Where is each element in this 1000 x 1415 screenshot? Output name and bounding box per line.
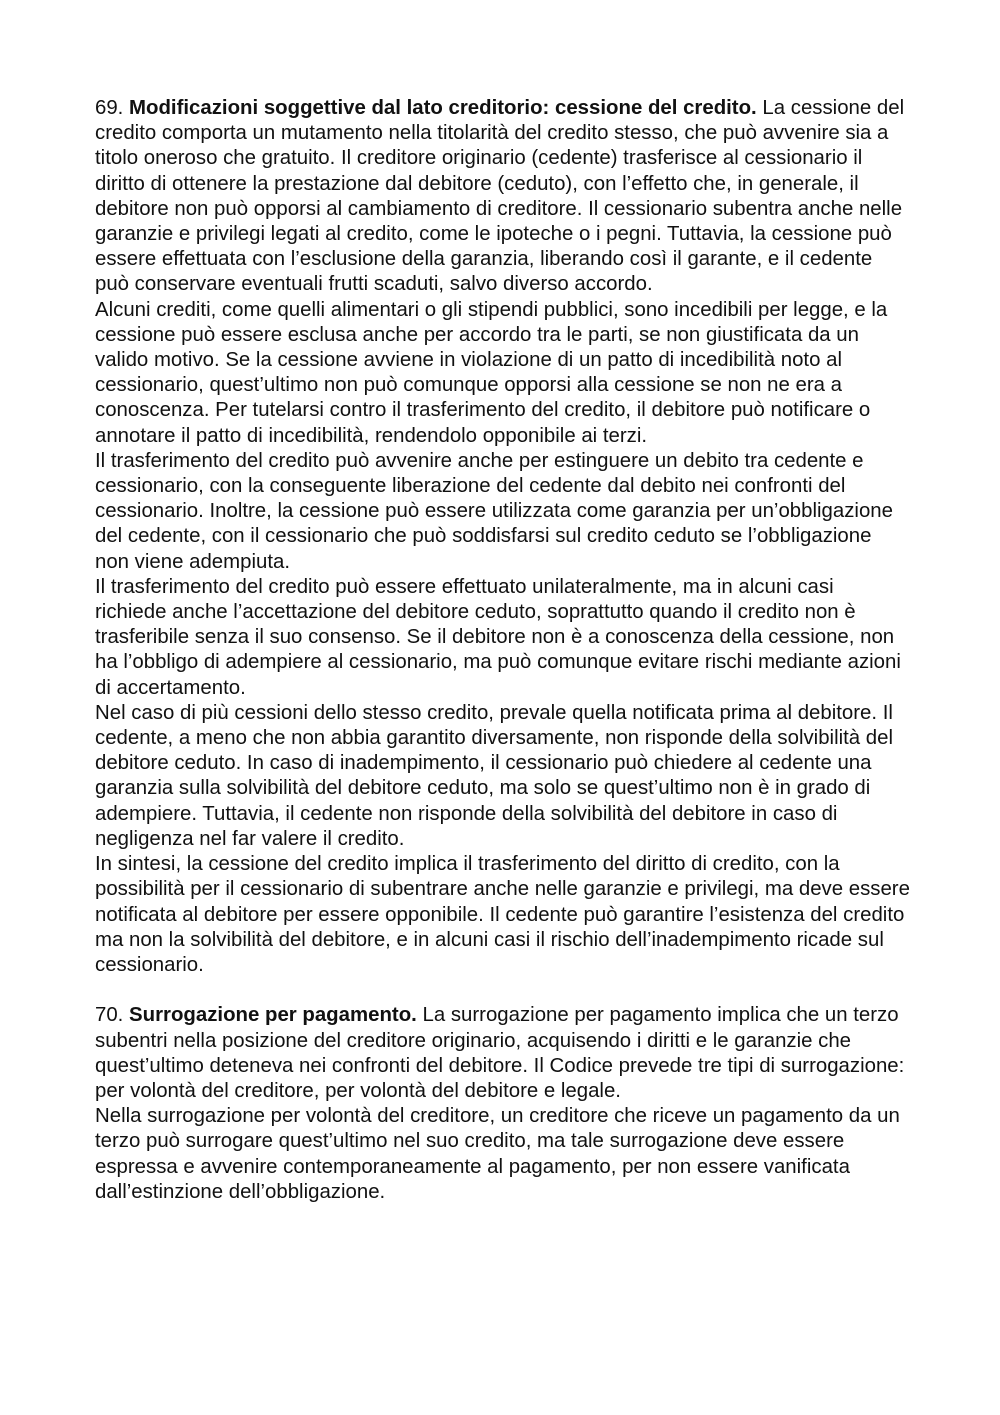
section-title: Modificazioni soggettive dal lato creditorio: cessione del credito. [129, 97, 757, 119]
section-number: 69. [95, 97, 124, 119]
paragraph-text: La surrogazione per pagamento implica che un terzo subentri nella posizione del creditore originario, acquisendo i diritti e le garanzie che quest’ultimo deteneva nei confronti del debitore. Il Codice prevede tre tipi di surrogazione: per volontà del creditore, per volontà del debitore e legale. [95, 1004, 905, 1102]
section-title: Surrogazione per pagamento. [129, 1004, 417, 1027]
section-paragraph [95, 1003, 910, 1104]
section-paragraph: Alcuni crediti, come quelli alimentari o gli stipendi pubblici, sono incedibili per legge, e la cessione può essere esclusa anche per accordo tra le parti, se non giustificata da un valido motivo. Se la cessione avviene in violazione di un patto di incedibilità noto al cessionario, quest’ultimo non può comunque opporsi alla cessione se non ne era a conoscenza. Per tutelarsi contro il trasferimento del credito, il debitore può notificare o annotare il patto di incedibilità, rendendolo opponibile ai terzi. [95, 298, 888, 447]
document-page [95, 96, 910, 1205]
section-paragraph [95, 96, 910, 298]
section-paragraph: Il trasferimento del credito può avvenire anche per estinguere un debito tra cedente e cessionario, con la conseguente liberazione del cedente dal debito nei confronti del cessionario. Inoltre, la cessione può essere utilizzata come garanzia per un’obbligazione del cedente, con il cessionario che può soddisfarsi sul credito ceduto se l’obbligazione non viene adempiuta. [95, 449, 893, 573]
section-69 [95, 96, 910, 978]
section-70 [95, 1003, 910, 1205]
paragraph-text: La cessione del credito comporta un mutamento nella titolarità del credito stesso, che può avvenire sia a titolo oneroso che gratuito. Il creditore originario (cedente) trasferisce al cessionario il diritto di ottenere la prestazione dal debitore (ceduto), con l’effetto che, in generale, il debitore non può opporsi al cambiamento di creditore. Il cessionario subentra anche nelle garanzie e privilegi legati al credito, come le ipoteche o i pegni. Tuttavia, la cessione può essere effettuata con l’esclusione della garanzia, liberando così il garante, e il cedente può conservare eventuali frutti scaduti, salvo diverso accordo. [95, 97, 905, 296]
section-paragraph: In sintesi, la cessione del credito implica il trasferimento del diritto di credito, con la possibilità per il cessionario di subentrare anche nelle garanzie e privilegi, ma deve essere notificata al debitore per essere opponibile. Il cedente può garantire l’esistenza del credito ma non la solvibilità del debitore, e in alcuni casi il rischio dell’inadempimento ricade sul cessionario. [95, 853, 910, 976]
section-paragraph: Nel caso di più cessioni dello stesso credito, prevale quella notificata prima al debitore. Il cedente, a meno che non abbia garantito diversamente, non risponde della solvibilità del debitore ceduto. In caso di inadempimento, il cessionario può chiedere al cedente una garanzia sulla solvibilità del debitore ceduto, ma solo se quest’ultimo non è in grado di adempiere. Tuttavia, il cedente non risponde della solvibilità del debitore in caso di negligenza nel far valere il credito. [95, 701, 894, 850]
section-paragraph: Il trasferimento del credito può essere effettuato unilateralmente, ma in alcuni casi richiede anche l’accettazione del debitore ceduto, soprattutto quando il credito non è trasferibile senza il suo consenso. Se il debitore non è a conoscenza della cessione, non ha l’obbligo di adempiere al cessionario, ma può comunque evitare rischi mediante azioni di accertamento. [95, 575, 901, 699]
section-number: 70. [95, 1004, 124, 1027]
section-paragraph: Nella surrogazione per volontà del creditore, un creditore che riceve un pagamento da un terzo può surrogare quest’ultimo nel suo credito, ma tale surrogazione deve essere espressa e avvenire contemporaneamente al pagamento, per non essere vanificata dall’estinzione dell’obbligazione. [95, 1105, 900, 1203]
